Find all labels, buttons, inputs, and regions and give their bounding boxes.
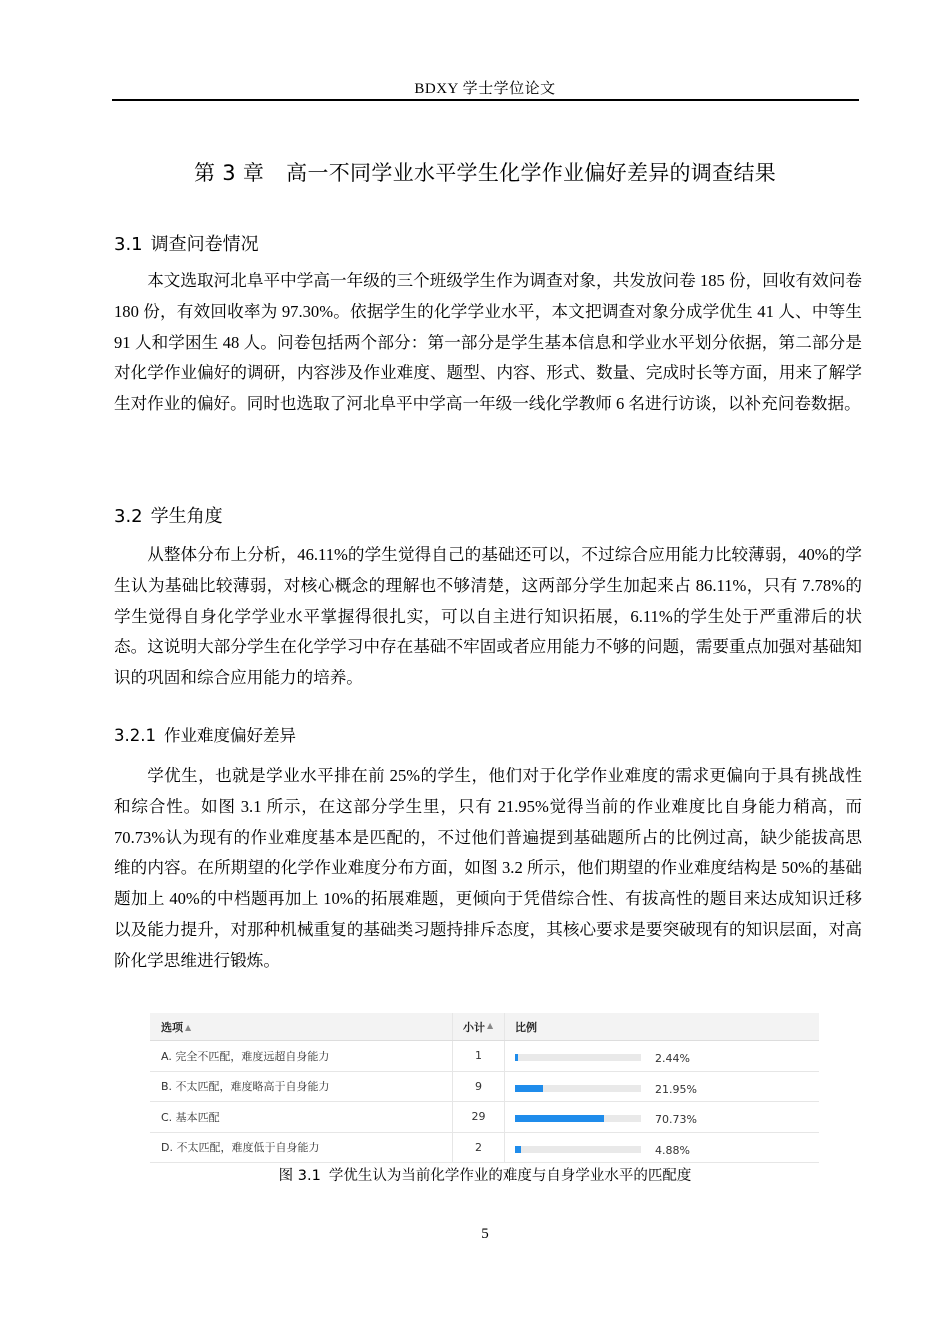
section-title: 学生角度 <box>150 506 223 527</box>
option-cell: A. 完全不匹配，难度远超自身能力 <box>161 1049 330 1063</box>
ratio-bar-fill <box>515 1054 518 1061</box>
ratio-bar-track <box>515 1115 641 1122</box>
section-title: 作业难度偏好差异 <box>163 726 296 745</box>
section-number: 3.2 <box>114 506 143 527</box>
column-header-option[interactable]: 选项 ▲︎ <box>161 1020 192 1034</box>
ratio-bar-track <box>515 1146 641 1153</box>
running-header: BDXY 学士学位论文 <box>414 81 556 97</box>
ratio-bar-track <box>515 1054 641 1061</box>
table-row <box>150 1072 819 1103</box>
page-number: 5 <box>481 1226 489 1242</box>
count-cell: 2 <box>452 1133 505 1163</box>
figure-caption-text: 学优生认为当前化学作业的难度与自身学业水平的匹配度 <box>328 1168 692 1184</box>
option-cell: C. 基本匹配 <box>161 1110 220 1124</box>
ratio-bar-track <box>515 1085 641 1092</box>
ratio-cell <box>505 1077 819 1096</box>
section-number: 3.1 <box>114 234 143 255</box>
option-cell: B. 不太匹配，难度略高于自身能力 <box>161 1080 330 1094</box>
chapter-number: 第 3 章 <box>193 161 265 185</box>
sort-icon[interactable]: ▲︎ <box>185 1022 192 1032</box>
header-rule <box>112 99 859 101</box>
column-header-ratio: 比例 <box>515 1020 537 1034</box>
ratio-percent-label: 70.73% <box>655 1113 697 1127</box>
section-number: 3.2.1 <box>114 726 156 745</box>
table-header-row <box>150 1013 819 1041</box>
ratio-percent-label: 2.44% <box>655 1052 690 1066</box>
ratio-bar-fill <box>515 1085 543 1092</box>
section-heading-3-1 <box>114 230 259 256</box>
survey-result-table <box>150 1013 819 1163</box>
table-row <box>150 1133 819 1164</box>
ratio-bar-fill <box>515 1115 604 1122</box>
count-cell: 29 <box>452 1102 505 1132</box>
chapter-title-text: 高一不同学业水平学生化学作业偏好差异的调查结果 <box>286 161 777 185</box>
section-heading-3-2-1 <box>114 722 296 746</box>
figure-caption <box>112 1164 858 1185</box>
sort-icon[interactable]: ▲︎ <box>487 1021 494 1030</box>
table-row <box>150 1041 819 1072</box>
table-row <box>150 1102 819 1133</box>
section-3-2-1-paragraph: 学优生，也就是学业水平排在前 25%的学生，他们对于化学作业难度的需求更偏向于具有挑战性和综合性。如图 3.1 所示，在这部分学生里，只有 21.95%觉得当前的作业难度比自身能力稍高，而 70.73%认为现有的作业难度基本是匹配的，不过他们普遍提到基础题所占的比例过高，缺少能拔高思维的内容。在所期望的化学作业难度分布方面，如图 3.2 所示，他们期望的作业难度结构是 50%的基础题加上 40%的中档题再加上 10%的拓展难题，更倾向于凭借综合性、有拔高性的题目来达成知识迁移以及能力提升，对那种机械重复的基础类习题持排斥态度，其核心要求是要突破现有的知识层面，对高阶化学思维进行锻炼。 <box>114 766 862 970</box>
column-header-count[interactable]: 小计 ▲︎ <box>452 1013 505 1040</box>
table-body <box>150 1041 819 1163</box>
ratio-percent-label: 4.88% <box>655 1143 690 1157</box>
option-cell: D. 不太匹配，难度低于自身能力 <box>161 1141 320 1155</box>
count-cell: 9 <box>452 1072 505 1102</box>
section-title: 调查问卷情况 <box>150 234 259 255</box>
ratio-bar-fill <box>515 1146 521 1153</box>
ratio-cell <box>505 1107 819 1126</box>
section-3-2-paragraph: 从整体分布上分析，46.11%的学生觉得自己的基础还可以，不过综合应用能力比较薄弱，40%的学生认为基础比较薄弱，对核心概念的理解也不够清楚，这两部分学生加起来占 86.11%，只有 7.78%的学生觉得自身化学学业水平掌握得很扎实，可以自主进行知识拓展，6.11%的学生处于严重滞后的状态。这说明大部分学生在化学学习中存在基础不牢固或者应用能力不够的问题，需要重点加强对基础知识的巩固和综合应用能力的培养。 <box>114 545 862 688</box>
chapter-title <box>112 157 858 187</box>
section-3-1-paragraph: 本文选取河北阜平中学高一年级的三个班级学生作为调查对象，共发放问卷 185 份，回收有效问卷 180 份，有效回收率为 97.30%。依据学生的化学学业水平，本文把调查对象分成学优生 41 人、中等生 91 人和学困生 48 人。问卷包括两个部分：第一部分是学生基本信息和学业水平划分依据，第二部分是对化学作业偏好的调研，内容涉及作业难度、题型、内容、形式、数量、完成时长等方面，用来了解学生对作业的偏好。同时也选取了河北阜平中学高一年级一线化学教师 6 名进行访谈，以补充问卷数据。 <box>114 271 862 414</box>
ratio-percent-label: 21.95% <box>655 1082 697 1096</box>
ratio-cell <box>505 1138 819 1157</box>
section-heading-3-2 <box>114 502 223 528</box>
figure-label: 图 3.1 <box>278 1168 321 1184</box>
ratio-cell <box>505 1046 819 1065</box>
count-cell: 1 <box>452 1041 505 1071</box>
